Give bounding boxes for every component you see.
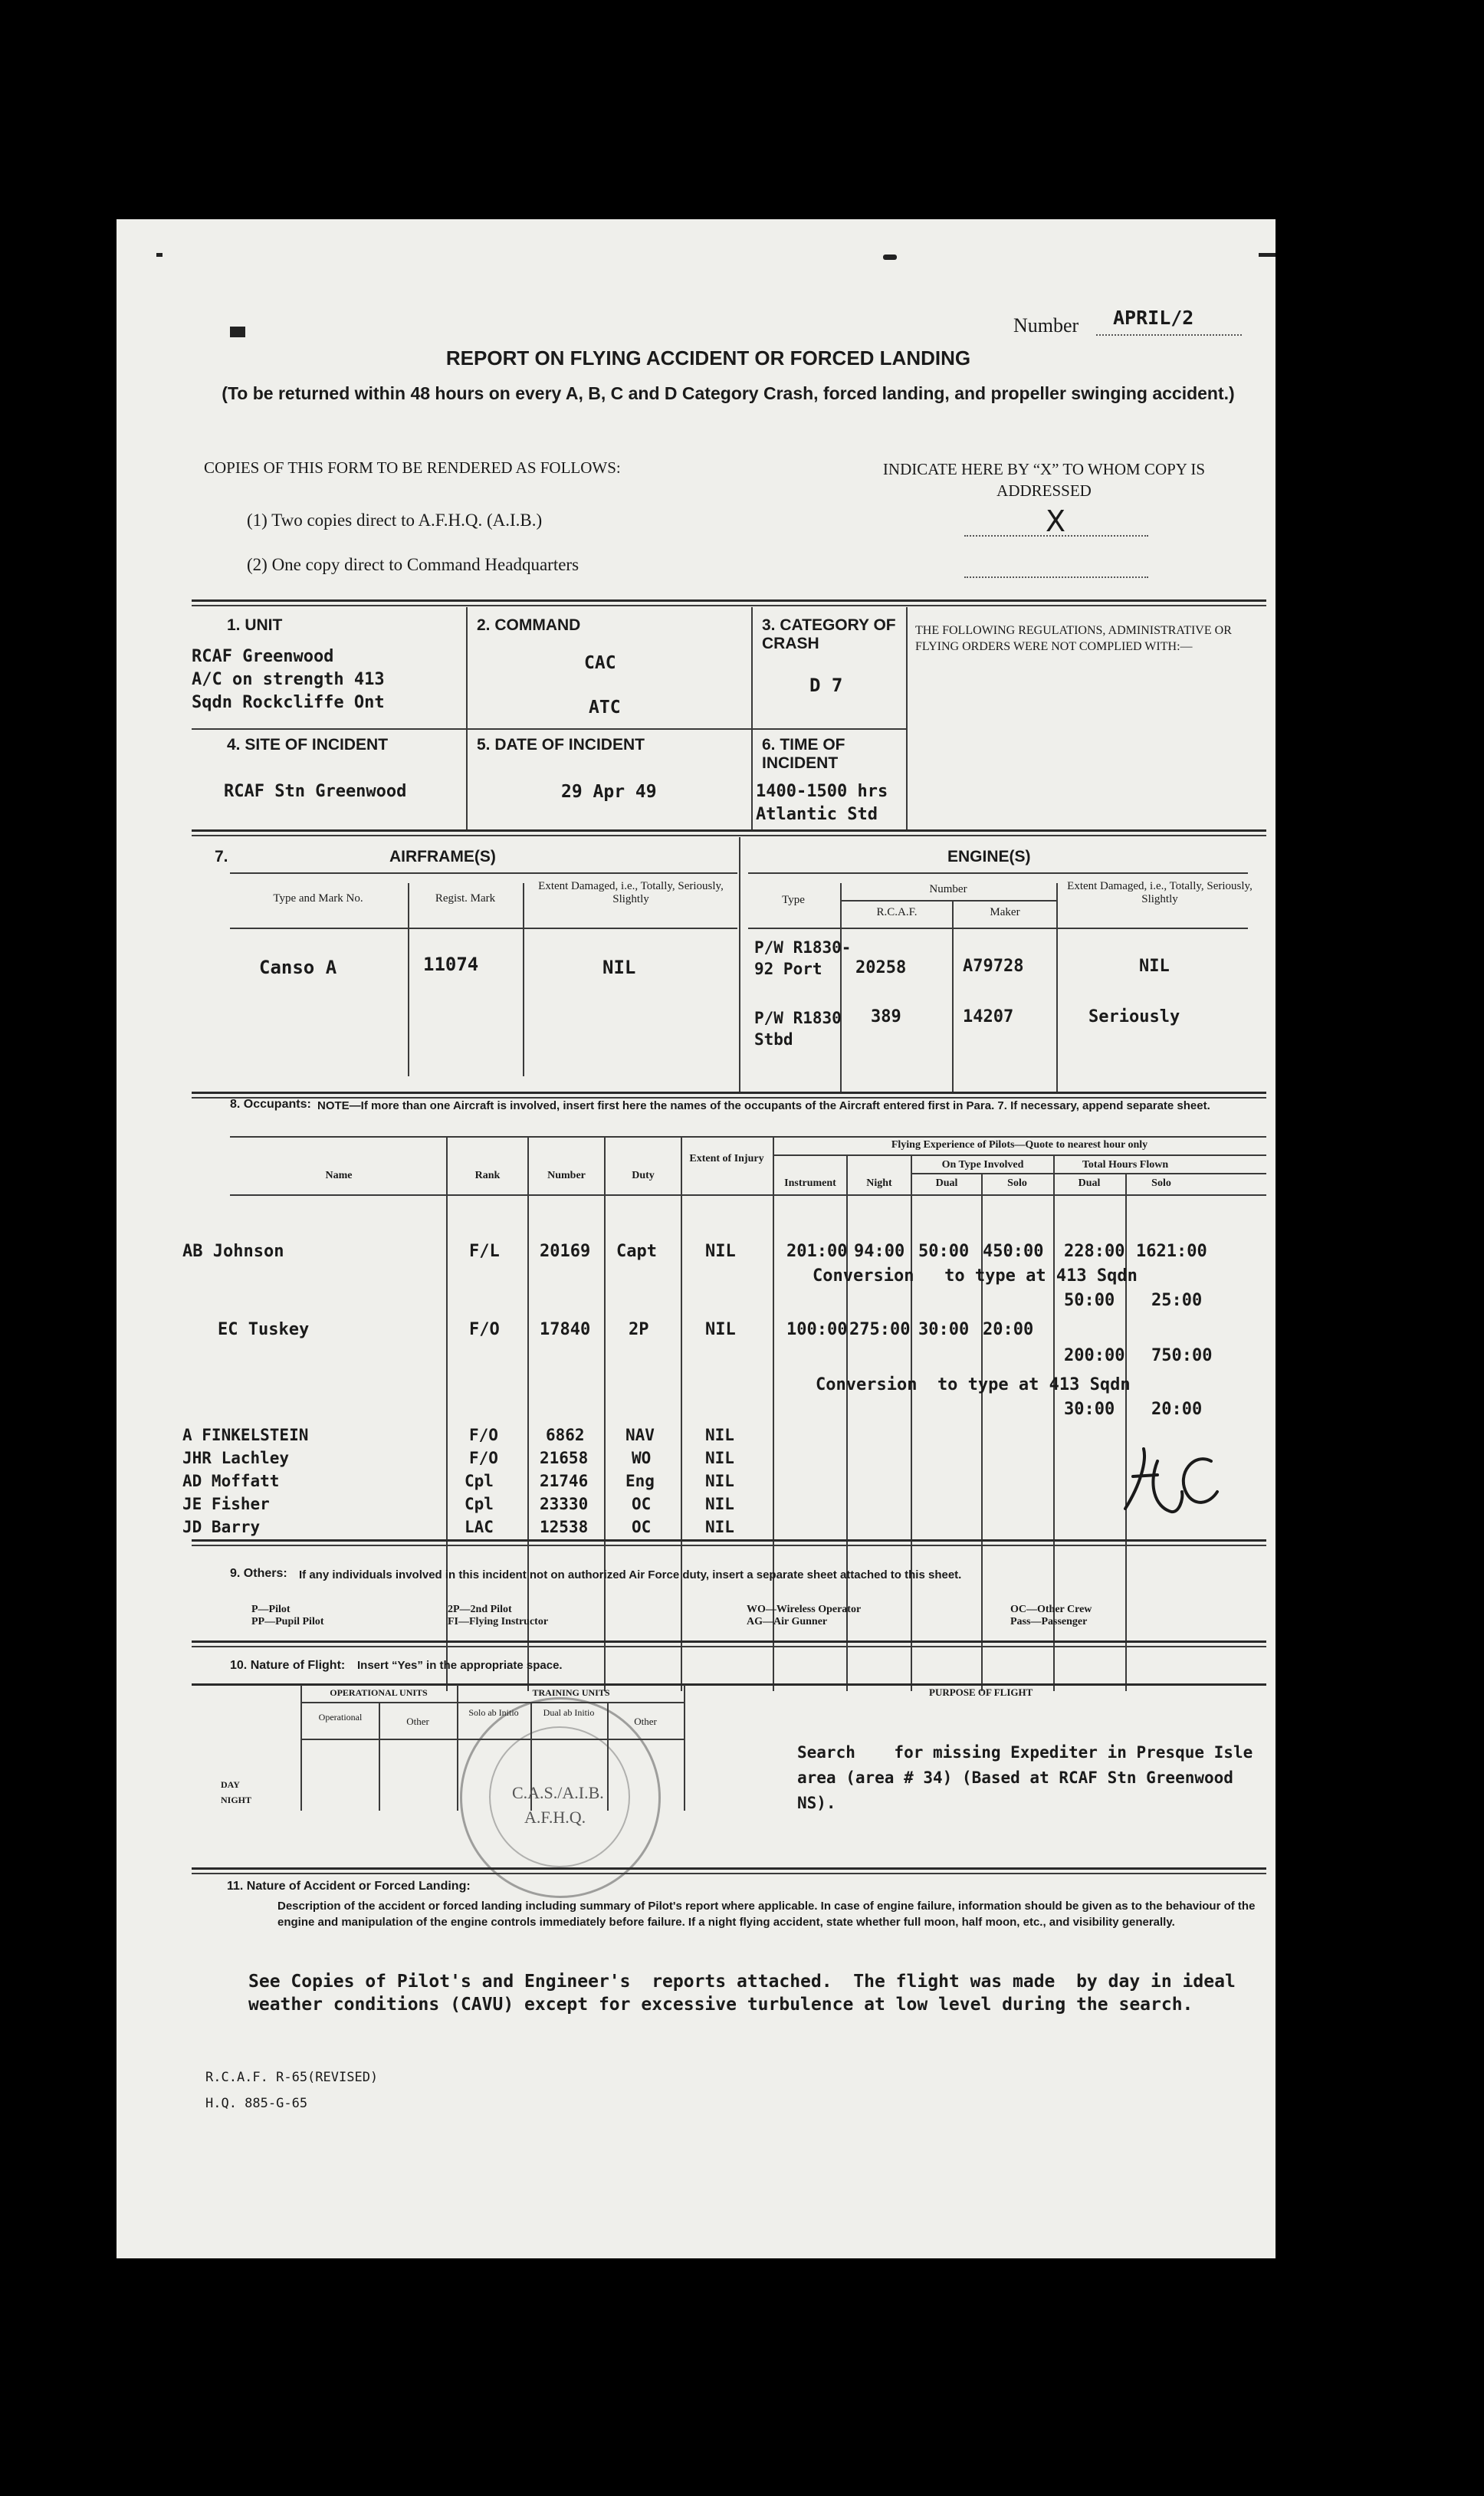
occ-row-1-duty: Capt: [616, 1242, 657, 1261]
airframe-col-extent: Extent Damaged, i.e., Totally, Seriously, Slightly: [538, 880, 724, 905]
indicate-instructions: INDICATE HERE BY “X” TO WHOM COPY IS ADDRESSED: [882, 460, 1206, 500]
speck-2: [883, 255, 897, 260]
rule-occ-ontype: [911, 1173, 1266, 1174]
legend-wireless-operator: WO—Wireless Operator: [747, 1604, 862, 1615]
occ-row-4-duty: WO: [632, 1449, 652, 1467]
engine-row-1-rcaf: 20258: [855, 958, 907, 977]
engine-col-type: Type: [782, 894, 805, 906]
occ-row-3-injury: NIL: [705, 1426, 734, 1444]
occ-row-6-rank: Cpl: [465, 1495, 494, 1513]
form-subtitle: (To be returned within 48 hours on every A, B, C and D Category Crash, forced landing, and propeller swinging accident.): [222, 383, 1235, 403]
engine-col-number: Number: [929, 883, 967, 895]
occ-col-ontype-dual: Dual: [935, 1177, 958, 1189]
rule-airframe-cols: [230, 928, 737, 929]
category-label: 3. CATEGORY OF CRASH: [762, 616, 896, 652]
form-title: REPORT ON FLYING ACCIDENT OR FORCED LANDING: [445, 346, 971, 369]
legend-other-crew: OC—Other Crew: [1010, 1604, 1092, 1615]
occ-row-3-duty: NAV: [625, 1426, 655, 1444]
occ-row-7-number: 12538: [540, 1518, 589, 1536]
rule-sec7-top2: [192, 835, 1266, 836]
rule-engine-cols: [748, 928, 1248, 929]
occ-row-5-name: AD Moffatt: [182, 1472, 280, 1490]
occ-col-total-solo: Solo: [1151, 1177, 1171, 1189]
occ-row-7-injury: NIL: [705, 1518, 734, 1536]
regulations-note: THE FOLLOWING REGULATIONS, ADMINISTRATIVE OR FLYING ORDERS WERE NOT COMPLIED WITH:—: [915, 624, 1232, 653]
rule-sec10-top: [192, 1640, 1266, 1643]
occ-row-1-number: 20169: [540, 1242, 591, 1261]
occ-row-4-name: JHR Lachley: [182, 1449, 290, 1467]
occ-row-1-ontype-solo: 450:00: [983, 1242, 1044, 1261]
occ-row-2-duty: 2P: [629, 1320, 649, 1339]
occ-conversion-2-solo: 20:00: [1151, 1400, 1203, 1419]
form-glyph: [230, 327, 245, 337]
occupants-heading: 8. Occupants:: [230, 1098, 311, 1111]
flight-col-operational: OPERATIONAL UNITS: [330, 1687, 428, 1698]
occ-row-4-rank: F/O: [469, 1449, 498, 1467]
initials-signature: [1110, 1438, 1225, 1522]
category-value: D 7: [809, 675, 843, 696]
occ-col-rank: Rank: [474, 1170, 501, 1181]
flight-col-other: Other: [406, 1716, 429, 1727]
time-line-1: 1400-1500 hrs: [756, 782, 888, 801]
occ-row-3-name: A FINKELSTEIN: [182, 1426, 309, 1444]
occ-row-2-injury: NIL: [705, 1320, 736, 1339]
occ-row-2-name: EC Tuskey: [218, 1320, 310, 1339]
vline-occ-ontype: [911, 1156, 912, 1691]
rule-top-2: [192, 605, 1266, 606]
rule-sec11-top2: [192, 1873, 1266, 1874]
occ-col-total: Total Hours Flown: [1082, 1159, 1169, 1171]
occ-col-instrument: Instrument: [784, 1177, 836, 1189]
occ-row-5-number: 21746: [540, 1472, 589, 1490]
rule-sec10-top2: [192, 1646, 1266, 1647]
rule-engine-hdr: [748, 872, 1248, 874]
command-line-1: CAC: [584, 653, 616, 673]
occ-row-3-rank: F/O: [469, 1426, 498, 1444]
engine-row-2-rcaf: 389: [871, 1007, 901, 1026]
occ-row-7-duty: OC: [632, 1518, 652, 1536]
occ-row-6-number: 23330: [540, 1495, 589, 1513]
occ-conversion-1-solo: 25:00: [1151, 1291, 1203, 1310]
flight-col-solo-initio: Solo ab Initio: [468, 1707, 519, 1718]
vline-regist: [408, 883, 409, 1076]
occ-row-5-duty: Eng: [625, 1472, 655, 1490]
occ-row-5-rank: Cpl: [465, 1472, 494, 1490]
vline-eng-extent: [1056, 883, 1058, 1092]
time-line-2: Atlantic Std: [756, 805, 878, 824]
flight-note: Insert “Yes” in the appropriate space.: [357, 1659, 563, 1672]
engine-col-extent: Extent Damaged, i.e., Totally, Seriously, Slightly: [1067, 880, 1253, 905]
engine-col-maker: Maker: [990, 906, 1020, 918]
vline-fl-3: [457, 1685, 458, 1811]
others-heading: 9. Others:: [230, 1567, 287, 1580]
vline-occ-total-solo: [1125, 1174, 1127, 1691]
occ-conversion-2-dual: 30:00: [1064, 1400, 1115, 1419]
rule-occ-flying: [774, 1154, 1266, 1156]
date-value: 29 Apr 49: [561, 782, 657, 802]
engine-heading: ENGINE(S): [947, 848, 1031, 865]
nature-heading: 11. Nature of Accident or Forced Landing:: [227, 1880, 471, 1893]
occ-col-number: Number: [547, 1170, 586, 1181]
occ-row-6-duty: OC: [632, 1495, 652, 1513]
occ-row-2-instrument: 100:00: [786, 1320, 848, 1339]
unit-label: 1. UNIT: [227, 616, 283, 634]
copy-item-1: (1) Two copies direct to A.F.H.Q. (A.I.B.): [247, 511, 543, 530]
occ-row-2-ontype-solo: 20:00: [983, 1320, 1034, 1339]
rule-sec7-top: [192, 829, 1266, 832]
rule-mid-1: [192, 728, 908, 730]
number-label: Number: [1013, 314, 1079, 337]
occ-row-1-total-solo: 1621:00: [1136, 1242, 1207, 1261]
vline-unit: [466, 607, 468, 829]
occ-row-1-name: AB Johnson: [182, 1242, 284, 1261]
engine-row-1-maker: A79728: [963, 957, 1024, 976]
occ-row-7-name: JD Barry: [182, 1518, 261, 1536]
number-underline: [1096, 334, 1242, 336]
rule-top-1: [192, 599, 1266, 602]
occ-row-1-rank: F/L: [469, 1242, 500, 1261]
vline-occ-duty: [604, 1138, 606, 1691]
flight-purpose-label: PURPOSE OF FLIGHT: [929, 1686, 1033, 1698]
rule-flight-table-top: [192, 1683, 1266, 1686]
footer-form-id: R.C.A.F. R-65(REVISED): [205, 2070, 379, 2085]
vline-af-extent: [523, 883, 524, 1076]
site-value: RCAF Stn Greenwood: [224, 782, 407, 801]
unit-line-3: Sqdn Rockcliffe Ont: [192, 693, 385, 712]
occ-row-2-ontype-dual: 30:00: [918, 1320, 970, 1339]
stamp-line-1: C.A.S./A.I.B.: [512, 1783, 604, 1802]
occ-row-1-night: 94:00: [854, 1242, 905, 1261]
flight-col-oper: Operational: [318, 1712, 363, 1723]
flight-purpose: Search for missing Expediter in Presque Isle area (area # 34) (Based at RCAF Stn Greenwood NS).: [797, 1743, 1262, 1812]
occ-conversion-1-dual: 50:00: [1064, 1291, 1115, 1310]
airframe-section-no: 7.: [215, 848, 228, 865]
vline-airframe-engine: [739, 837, 740, 1092]
vline-occ-number: [527, 1138, 529, 1691]
occ-row-4-injury: NIL: [705, 1449, 734, 1467]
speck-3: [1259, 253, 1276, 257]
flight-row-day: DAY: [221, 1779, 240, 1790]
engine-row-2-maker: 14207: [963, 1007, 1014, 1026]
flight-col-dual-initio: Dual ab Initio: [543, 1707, 595, 1718]
occ-row-1-injury: NIL: [705, 1242, 736, 1261]
occ-col-total-dual: Dual: [1078, 1177, 1101, 1189]
speck-1: [156, 253, 163, 257]
occ-row-6-injury: NIL: [705, 1495, 734, 1513]
others-note: If any individuals involved in this incident not on authorized Air Force duty, insert a separate sheet attached to this sheet.: [299, 1568, 962, 1581]
stamp-line-2: A.F.H.Q.: [524, 1808, 586, 1827]
airframe-col-type: Type and Mark No.: [273, 892, 363, 905]
legend-flying-instructor: FI—Flying Instructor: [448, 1616, 549, 1627]
rule-occ-hdr-bottom: [230, 1194, 1266, 1196]
occ-row-6-name: JE Fisher: [182, 1495, 270, 1513]
engine-row-1-type: P/W R1830-92 Port: [754, 938, 852, 978]
occ-row-2-night: 275:00: [849, 1320, 911, 1339]
rule-airframe-hdr: [230, 872, 737, 874]
occ-row-2-totals-solo: 750:00: [1151, 1346, 1213, 1365]
nature-body: See Copies of Pilot's and Engineer's reports attached. The flight was made by day in ideal weather conditions (CAVU) except for excessive turbulence at low level during the search.: [248, 1972, 1246, 2015]
occ-row-7-rank: LAC: [465, 1518, 494, 1536]
occ-row-3-number: 6862: [546, 1426, 585, 1444]
occ-col-injury: Extent of Injury: [689, 1153, 764, 1164]
vline-eng-maker: [952, 902, 954, 1092]
occ-col-duty: Duty: [632, 1170, 655, 1181]
legend-passenger: Pass—Passenger: [1010, 1616, 1088, 1627]
legend-air-gunner: AG—Air Gunner: [747, 1616, 828, 1627]
rule-flight-sub: [300, 1702, 684, 1703]
form-page: [117, 219, 1276, 2258]
occ-row-1-total-dual: 228:00: [1064, 1242, 1125, 1261]
engine-row-1-extent: NIL: [1139, 957, 1170, 976]
occ-conversion-2: Conversion to type at 413 Sqdn: [816, 1375, 1131, 1394]
unit-line-1: RCAF Greenwood: [192, 647, 334, 666]
footer-file-id: H.Q. 885-G-65: [205, 2096, 308, 2111]
airframe-type-value: Canso A: [259, 957, 337, 978]
copy-item-2: (2) One copy direct to Command Headquarters: [247, 555, 579, 574]
occ-row-4-number: 21658: [540, 1449, 589, 1467]
occ-conversion-1: Conversion to type at 413 Sqdn: [813, 1266, 1138, 1286]
copy-2-line: [964, 576, 1148, 578]
legend-2nd-pilot: 2P—2nd Pilot: [448, 1604, 512, 1615]
flight-heading: 10. Nature of Flight:: [230, 1659, 346, 1672]
engine-row-2-extent: Seriously: [1088, 1007, 1180, 1026]
airframe-regist-value: 11074: [423, 954, 479, 975]
occ-col-ontype: On Type Involved: [941, 1159, 1024, 1171]
vline-command: [751, 607, 753, 829]
occ-row-2-totals-dual: 200:00: [1064, 1346, 1125, 1365]
occ-col-ontype-solo: Solo: [1007, 1177, 1027, 1189]
flight-col-other2: Other: [634, 1716, 657, 1727]
engine-col-rcaf: R.C.A.F.: [876, 906, 918, 918]
rule-sec8-top: [192, 1092, 1266, 1094]
flight-row-night: NIGHT: [221, 1795, 252, 1805]
legend-pilot: P—Pilot: [251, 1604, 291, 1615]
copy-1-mark: X: [1046, 504, 1066, 538]
rule-occ-hdr-top: [230, 1136, 1266, 1138]
airframe-col-regist: Regist. Mark: [435, 892, 496, 905]
rule-sec9-top: [192, 1539, 1266, 1542]
vline-occ-injury: [681, 1138, 682, 1691]
flight-col-training: TRAINING UNITS: [532, 1687, 610, 1698]
command-line-2: ATC: [589, 698, 621, 718]
command-label: 2. COMMAND: [477, 616, 581, 634]
engine-row-2-type: P/W R1830 Stbd: [754, 1009, 842, 1049]
legend-pupil-pilot: PP—Pupil Pilot: [251, 1616, 324, 1627]
airframe-extent-value: NIL: [602, 957, 636, 978]
date-label: 5. DATE OF INCIDENT: [477, 736, 645, 754]
occ-row-1-instrument: 201:00: [786, 1242, 848, 1261]
occ-row-5-injury: NIL: [705, 1472, 734, 1490]
occ-col-name: Name: [325, 1170, 353, 1181]
time-label: 6. TIME OF INCIDENT: [762, 736, 845, 772]
vline-fl-6: [684, 1685, 685, 1811]
rule-sec9-top2: [192, 1545, 1266, 1546]
occupants-note: NOTE—If more than one Aircraft is involved, insert first here the names of the occupants of the Aircraft entered first in Para. 7. If necessary, append separate sheet.: [317, 1099, 1210, 1112]
occ-col-flying: Flying Experience of Pilots—Quote to nearest hour only: [891, 1139, 1148, 1151]
occ-row-2-rank: F/O: [469, 1320, 500, 1339]
site-label: 4. SITE OF INCIDENT: [227, 736, 389, 754]
rule-eng-number: [842, 900, 1056, 902]
nature-note: Description of the accident or forced landing including summary of Pilot's report where applicable. In case of engine failure, information should be given as to the behaviour of the engine and manipulation of the engine controls immediately before failure. If a night flying accident, state whether full moon, half moon, etc., and visibility generally.: [277, 1900, 1256, 1929]
occ-row-1-ontype-dual: 50:00: [918, 1242, 970, 1261]
airframe-heading: AIRFRAME(S): [389, 848, 496, 865]
rule-sec11-top: [192, 1867, 1266, 1870]
occ-row-2-number: 17840: [540, 1320, 591, 1339]
copies-heading: COPIES OF THIS FORM TO BE RENDERED AS FOLLOWS:: [204, 458, 621, 477]
occ-col-night: Night: [866, 1177, 892, 1189]
number-value: APRIL/2: [1113, 307, 1194, 329]
vline-fl-1: [300, 1685, 302, 1811]
vline-category: [906, 607, 908, 829]
unit-line-2: A/C on strength 413: [192, 670, 385, 689]
